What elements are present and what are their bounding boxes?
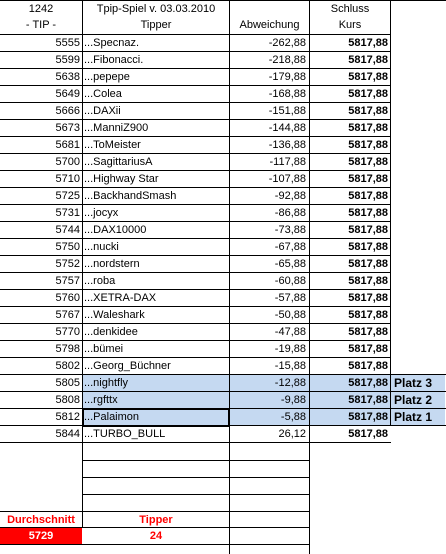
- row-tip[interactable]: 5638: [55, 71, 80, 83]
- row-platz[interactable]: Platz 2: [394, 393, 433, 407]
- row-tip[interactable]: 5757: [55, 275, 80, 287]
- row-tip[interactable]: 5673: [55, 122, 80, 134]
- grid-hline: [82, 477, 310, 478]
- row-kurs[interactable]: 5817,88: [348, 105, 388, 117]
- row-diff[interactable]: -9,88: [280, 394, 306, 406]
- row-diff[interactable]: -168,88: [268, 88, 306, 100]
- row-diff[interactable]: -12,88: [274, 377, 306, 389]
- row-kurs[interactable]: 5817,88: [348, 139, 388, 151]
- header-tip: - TIP -: [25, 19, 57, 31]
- row-tip[interactable]: 5844: [55, 428, 80, 440]
- row-name[interactable]: ...nightfly: [84, 377, 129, 389]
- row-tip[interactable]: 5725: [55, 190, 80, 202]
- grid-vline: [82, 0, 83, 528]
- row-diff[interactable]: -67,88: [274, 241, 306, 253]
- row-diff[interactable]: -136,88: [268, 139, 306, 151]
- selected-cell[interactable]: [82, 408, 230, 427]
- row-diff[interactable]: -60,88: [274, 275, 306, 287]
- row-tip[interactable]: 5752: [55, 258, 80, 270]
- row-name[interactable]: ...ManniZ900: [84, 122, 149, 134]
- grid-hline: [82, 494, 310, 495]
- row-name[interactable]: ...TURBO_BULL: [84, 428, 166, 440]
- row-tip[interactable]: 5750: [55, 241, 80, 253]
- row-tip[interactable]: 5700: [55, 156, 80, 168]
- row-kurs[interactable]: 5817,88: [348, 54, 388, 66]
- row-kurs[interactable]: 5817,88: [348, 156, 388, 168]
- row-tip[interactable]: 5812: [55, 411, 80, 423]
- grid-hline: [82, 460, 310, 461]
- row-name[interactable]: ...Colea: [84, 88, 122, 100]
- header-title: [83, 1, 229, 17]
- row-name[interactable]: ...Georg_Büchner: [84, 360, 171, 372]
- row-tip[interactable]: 5666: [55, 105, 80, 117]
- row-platz[interactable]: Platz 3: [394, 376, 433, 390]
- header-id: 1242: [28, 3, 54, 15]
- row-name[interactable]: ...BackhandSmash: [84, 190, 177, 202]
- row-kurs[interactable]: 5817,88: [348, 343, 388, 355]
- row-diff[interactable]: -262,88: [268, 37, 306, 49]
- row-diff[interactable]: -107,88: [268, 173, 306, 185]
- row-diff[interactable]: -65,88: [274, 258, 306, 270]
- row-name[interactable]: ...Specnaz.: [84, 37, 140, 49]
- row-name[interactable]: ...Highway Star: [84, 173, 159, 185]
- row-name[interactable]: ...Waleshark: [84, 309, 145, 321]
- row-kurs[interactable]: 5817,88: [348, 258, 388, 270]
- row-tip[interactable]: 5555: [55, 37, 80, 49]
- row-name[interactable]: ...ToMeister: [84, 139, 141, 151]
- row-kurs[interactable]: 5817,88: [348, 122, 388, 134]
- row-name[interactable]: ...DAX10000: [84, 224, 147, 236]
- row-diff[interactable]: -218,88: [268, 54, 306, 66]
- row-kurs[interactable]: 5817,88: [348, 428, 388, 440]
- row-tip[interactable]: 5770: [55, 326, 80, 338]
- row-diff[interactable]: -57,88: [274, 292, 306, 304]
- row-name[interactable]: ...rgfttx: [84, 394, 118, 406]
- tipper-count-value: 24: [149, 530, 163, 542]
- row-kurs[interactable]: 5817,88: [348, 173, 388, 185]
- row-name[interactable]: ...pepepe: [84, 71, 130, 83]
- row-kurs[interactable]: 5817,88: [348, 309, 388, 321]
- row-tip[interactable]: 5681: [55, 139, 80, 151]
- row-name[interactable]: ...Fibonacci.: [84, 54, 144, 66]
- row-diff[interactable]: -179,88: [268, 71, 306, 83]
- row-name[interactable]: ...denkidee: [84, 326, 138, 338]
- row-diff[interactable]: 26,12: [278, 428, 306, 440]
- row-name[interactable]: ...Palaimon: [84, 411, 140, 423]
- row-tip[interactable]: 5710: [55, 173, 80, 185]
- row-diff[interactable]: -92,88: [274, 190, 306, 202]
- grid-hline: [0, 442, 391, 443]
- row-diff[interactable]: -73,88: [274, 224, 306, 236]
- row-kurs[interactable]: 5817,88: [348, 326, 388, 338]
- row-diff[interactable]: -19,88: [274, 343, 306, 355]
- row-kurs[interactable]: 5817,88: [348, 241, 388, 253]
- row-tip[interactable]: 5599: [55, 54, 80, 66]
- row-name[interactable]: ...XETRA-DAX: [84, 292, 157, 304]
- row-kurs[interactable]: 5817,88: [348, 377, 388, 389]
- row-tip[interactable]: 5744: [55, 224, 80, 236]
- row-diff[interactable]: -5,88: [280, 411, 306, 423]
- header-title-text: Tpip-Spiel v. 03.03.2010: [96, 3, 216, 15]
- row-tip[interactable]: 5802: [55, 360, 80, 372]
- row-tip[interactable]: 5760: [55, 292, 80, 304]
- row-name[interactable]: ...bümei: [84, 343, 124, 355]
- row-kurs[interactable]: 5817,88: [348, 275, 388, 287]
- header-tipper: Tipper: [140, 19, 172, 31]
- header-abweichung: Abweichung: [239, 19, 300, 31]
- row-diff[interactable]: -151,88: [268, 105, 306, 117]
- tipper-count-label: Tipper: [139, 514, 173, 526]
- row-kurs[interactable]: 5817,88: [348, 207, 388, 219]
- row-tip[interactable]: 5805: [55, 377, 80, 389]
- row-tip[interactable]: 5808: [55, 394, 80, 406]
- row-diff[interactable]: -144,88: [268, 122, 306, 134]
- row-tip[interactable]: 5798: [55, 343, 80, 355]
- row-kurs[interactable]: 5817,88: [348, 394, 388, 406]
- durchschnitt-label: Durchschnitt: [7, 514, 75, 526]
- row-kurs[interactable]: 5817,88: [348, 88, 388, 100]
- row-kurs[interactable]: 5817,88: [348, 37, 388, 49]
- row-diff[interactable]: -50,88: [274, 309, 306, 321]
- row-diff[interactable]: -47,88: [274, 326, 306, 338]
- row-kurs[interactable]: 5817,88: [348, 190, 388, 202]
- row-name[interactable]: ...jocyx: [84, 207, 119, 219]
- row-name[interactable]: ...roba: [84, 275, 116, 287]
- durchschnitt-value: 5729: [28, 530, 54, 542]
- grid-vline: [390, 0, 391, 426]
- row-tip[interactable]: 5767: [55, 309, 80, 321]
- row-name[interactable]: ...DAXii: [84, 105, 121, 117]
- row-tip[interactable]: 5649: [55, 88, 80, 100]
- row-kurs[interactable]: 5817,88: [348, 360, 388, 372]
- row-diff[interactable]: -15,88: [274, 360, 306, 372]
- row-tip[interactable]: 5731: [55, 207, 80, 219]
- row-name[interactable]: ...nordstern: [84, 258, 140, 270]
- row-name[interactable]: ...nucki: [84, 241, 119, 253]
- row-kurs[interactable]: 5817,88: [348, 71, 388, 83]
- row-name[interactable]: ...SagittariusA: [84, 156, 153, 168]
- row-diff[interactable]: -86,88: [274, 207, 306, 219]
- row-kurs[interactable]: 5817,88: [348, 224, 388, 236]
- header-kurs: Kurs: [338, 19, 362, 31]
- row-kurs[interactable]: 5817,88: [348, 292, 388, 304]
- row-kurs[interactable]: 5817,88: [348, 411, 388, 423]
- grid-hline: [0, 544, 310, 545]
- row-diff[interactable]: -117,88: [269, 156, 306, 168]
- row-platz[interactable]: Platz 1: [394, 410, 433, 424]
- header-schluss: Schluss: [330, 3, 370, 15]
